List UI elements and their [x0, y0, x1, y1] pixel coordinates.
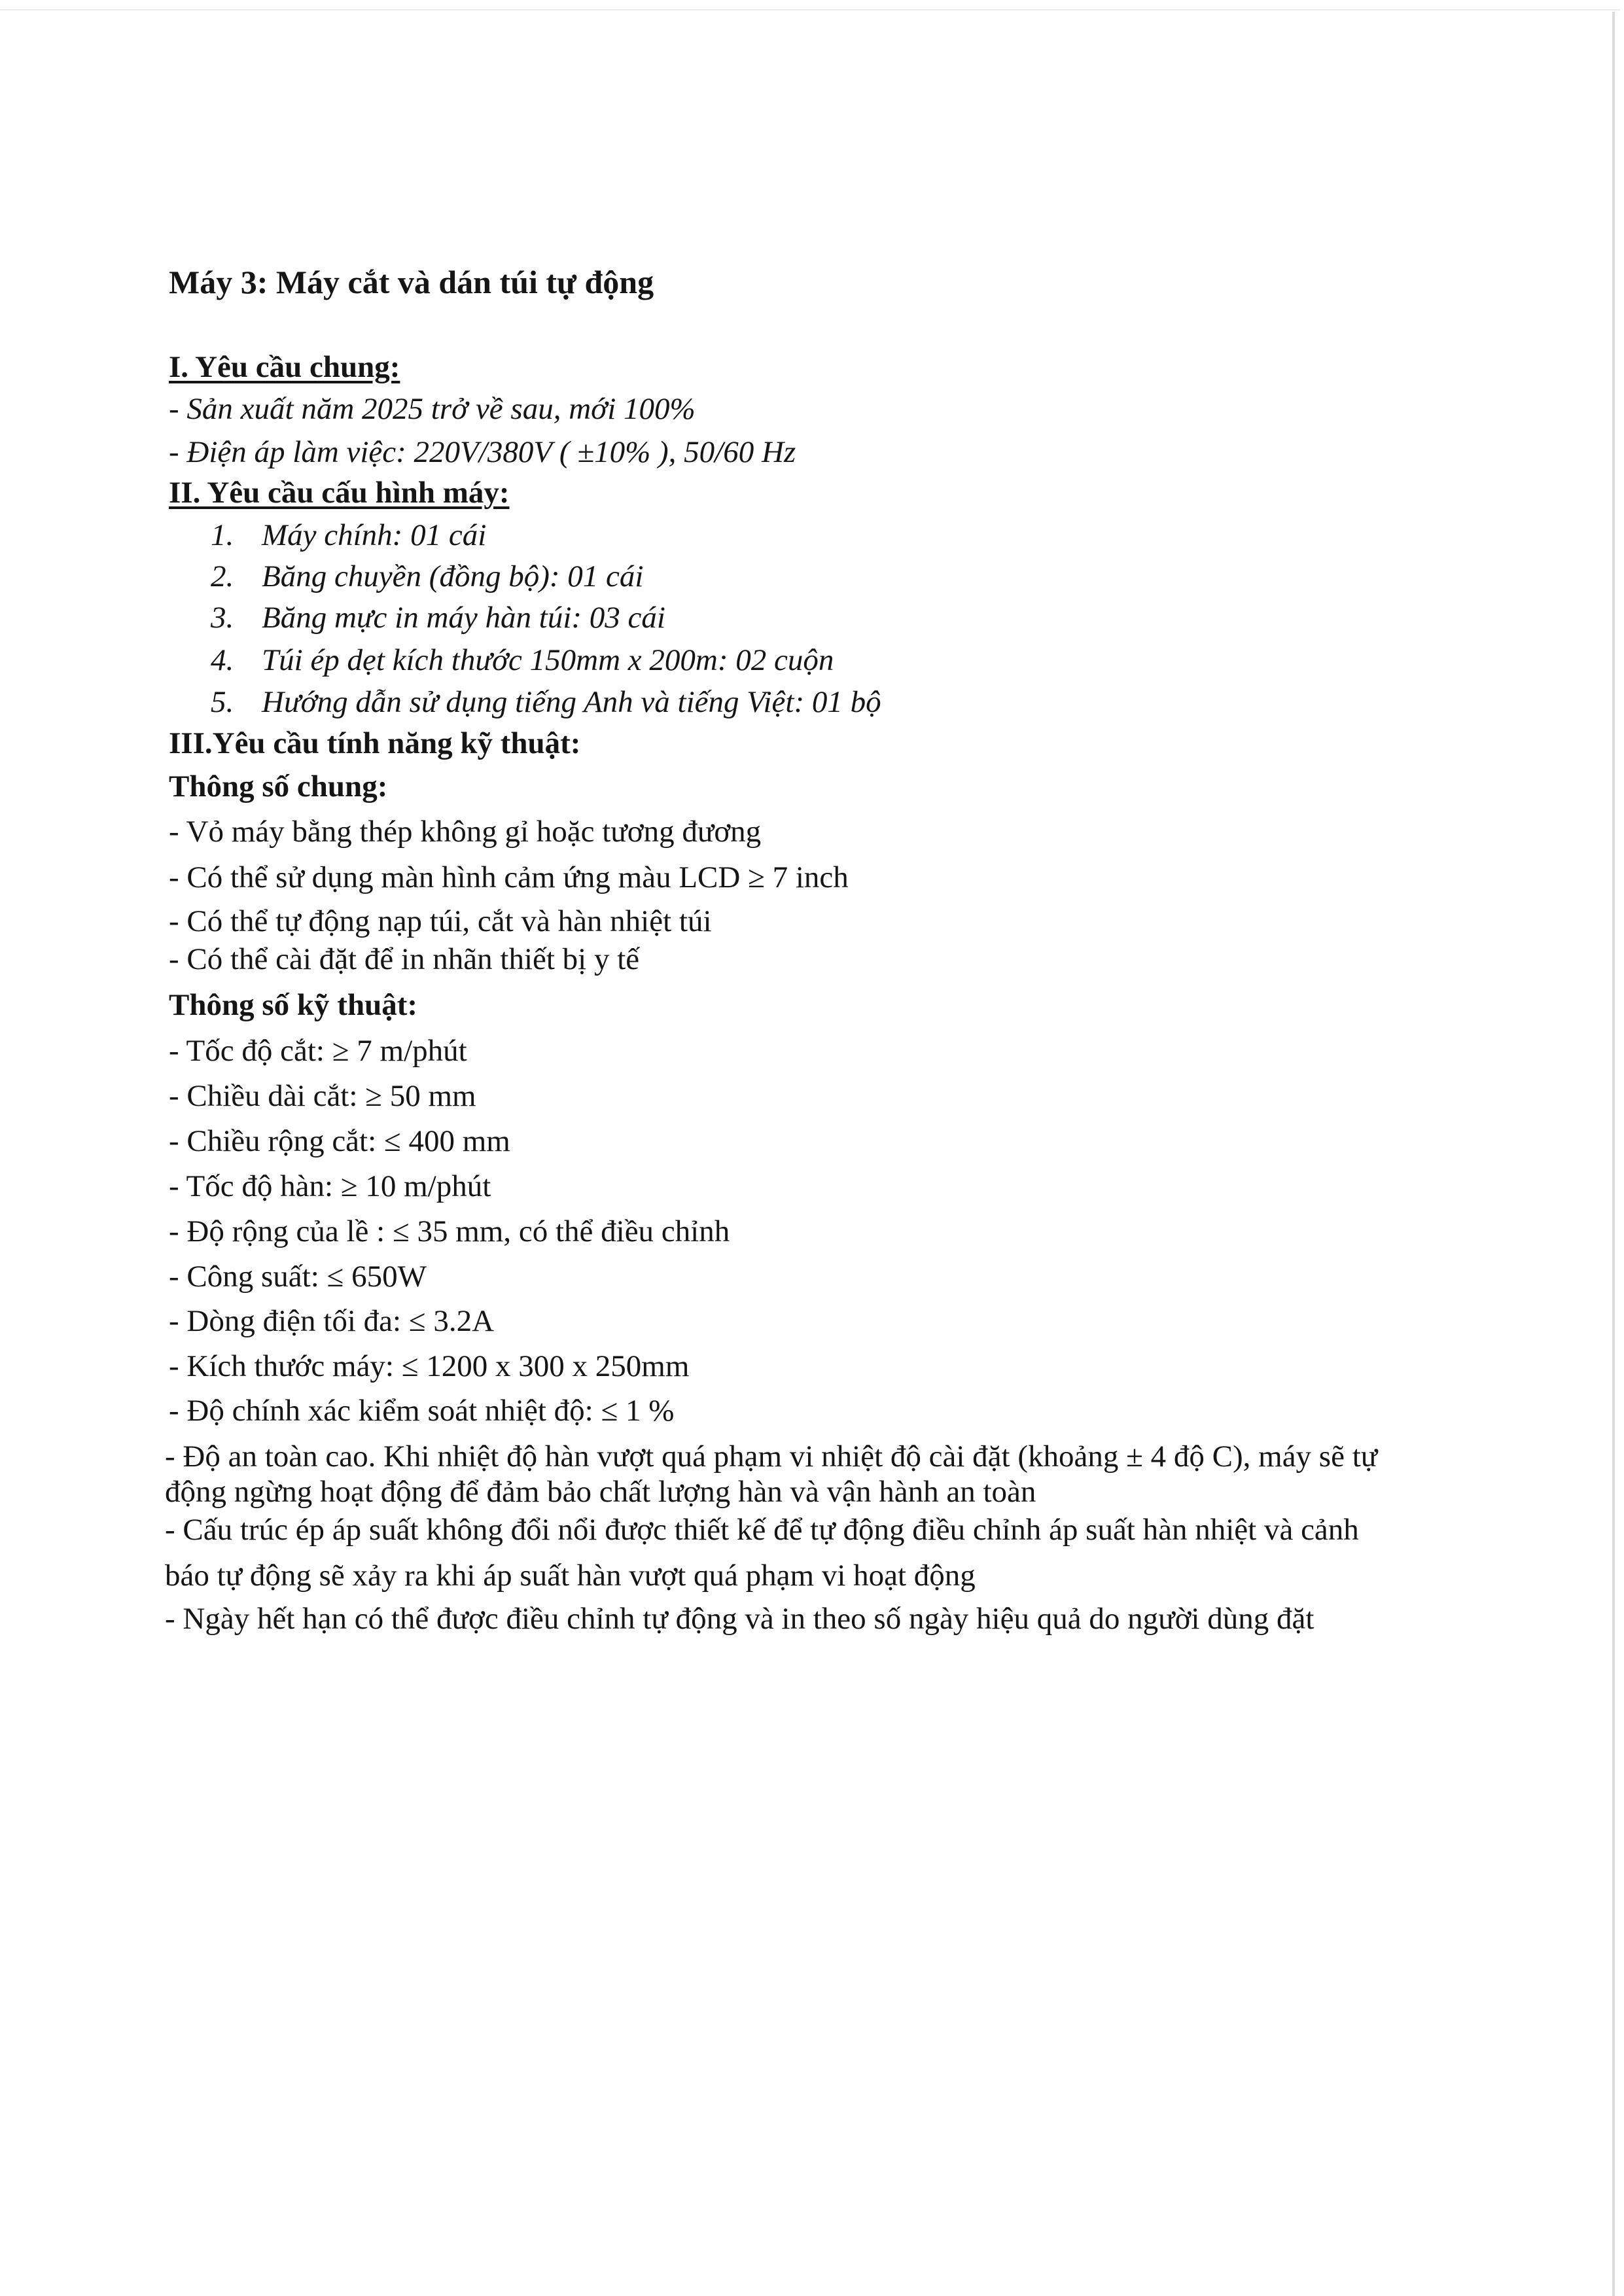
- technical-spec-item: - Chiều rộng cắt: ≤ 400 mm: [169, 1124, 510, 1158]
- scan-edge-top: [0, 9, 1620, 10]
- technical-spec-item: - Độ rộng của lề : ≤ 35 mm, có thể điều chỉnh: [169, 1214, 730, 1248]
- general-spec-item: - Vỏ máy bằng thép không gỉ hoặc tương đương: [169, 815, 762, 849]
- technical-paragraph-line: - Ngày hết hạn có thể được điều chỉnh tự động và in theo số ngày hiệu quả do người dùng đặt: [165, 1602, 1315, 1636]
- technical-paragraph-line: báo tự động sẽ xảy ra khi áp suất hàn vượt quá phạm vi hoạt động: [165, 1559, 976, 1593]
- section1-item: - Sản xuất năm 2025 trở về sau, mới 100%: [169, 392, 696, 426]
- technical-spec-item: - Kích thước máy: ≤ 1200 x 300 x 250mm: [169, 1349, 690, 1383]
- config-item-number: 1.: [211, 518, 234, 552]
- general-spec-item: - Có thể sử dụng màn hình cảm ứng màu LCD ≥ 7 inch: [169, 860, 849, 894]
- technical-paragraph-line: động ngừng hoạt động để đảm bảo chất lượng hàn và vận hành an toàn: [165, 1475, 1036, 1509]
- section2-heading: II. Yêu cầu cấu hình máy:: [169, 476, 510, 510]
- config-item-text: Băng mực in máy hàn túi: 03 cái: [262, 601, 665, 635]
- technical-spec-item: - Tốc độ cắt: ≥ 7 m/phút: [169, 1034, 467, 1068]
- technical-spec-item: - Tốc độ hàn: ≥ 10 m/phút: [169, 1169, 491, 1203]
- config-item: [211, 684, 881, 720]
- scan-edge-right: [1612, 12, 1615, 2296]
- technical-spec-item: - Chiều dài cắt: ≥ 50 mm: [169, 1079, 476, 1113]
- general-specs-heading: Thông số chung:: [169, 769, 388, 804]
- config-item-text: Máy chính: 01 cái: [262, 518, 487, 552]
- technical-spec-item: - Độ chính xác kiểm soát nhiệt độ: ≤ 1 %: [169, 1394, 675, 1428]
- config-item: [211, 558, 643, 595]
- config-item-number: 3.: [211, 601, 234, 635]
- section1-item: - Điện áp làm việc: 220V/380V ( ±10% ), 50/60 Hz: [169, 435, 796, 469]
- config-item-text: Băng chuyền (đồng bộ): 01 cái: [262, 559, 644, 593]
- technical-paragraph-line: - Độ an toàn cao. Khi nhiệt độ hàn vượt quá phạm vi nhiệt độ cài đặt (khoảng ± 4 độ C), máy sẽ tự: [165, 1439, 1378, 1474]
- config-item-number: 2.: [211, 559, 234, 593]
- technical-spec-item: - Công suất: ≤ 650W: [169, 1260, 427, 1294]
- config-item-number: 4.: [211, 643, 234, 677]
- config-item: [211, 599, 665, 636]
- section1-heading: I. Yêu cầu chung:: [169, 350, 400, 384]
- general-spec-item: - Có thể tự động nạp túi, cắt và hàn nhiệt túi: [169, 904, 712, 938]
- config-item: [211, 642, 834, 679]
- config-item-number: 5.: [211, 685, 234, 719]
- section3-heading: III.Yêu cầu tính năng kỹ thuật:: [169, 726, 581, 760]
- general-spec-item: - Có thể cài đặt để in nhãn thiết bị y tế: [169, 942, 640, 976]
- technical-specs-heading: Thông số kỹ thuật:: [169, 988, 418, 1022]
- config-item-text: Túi ép dẹt kích thước 150mm x 200m: 02 cuộn: [262, 643, 834, 677]
- document-title: Máy 3: Máy cắt và dán túi tự động: [169, 264, 654, 300]
- config-item: [211, 517, 486, 554]
- technical-spec-item: - Dòng điện tối đa: ≤ 3.2A: [169, 1304, 495, 1338]
- technical-paragraph-line: - Cấu trúc ép áp suất không đổi nổi được thiết kế để tự động điều chỉnh áp suất hàn nhiệt và cảnh: [165, 1513, 1359, 1547]
- config-item-text: Hướng dẫn sử dụng tiếng Anh và tiếng Việt: 01 bộ: [262, 685, 881, 719]
